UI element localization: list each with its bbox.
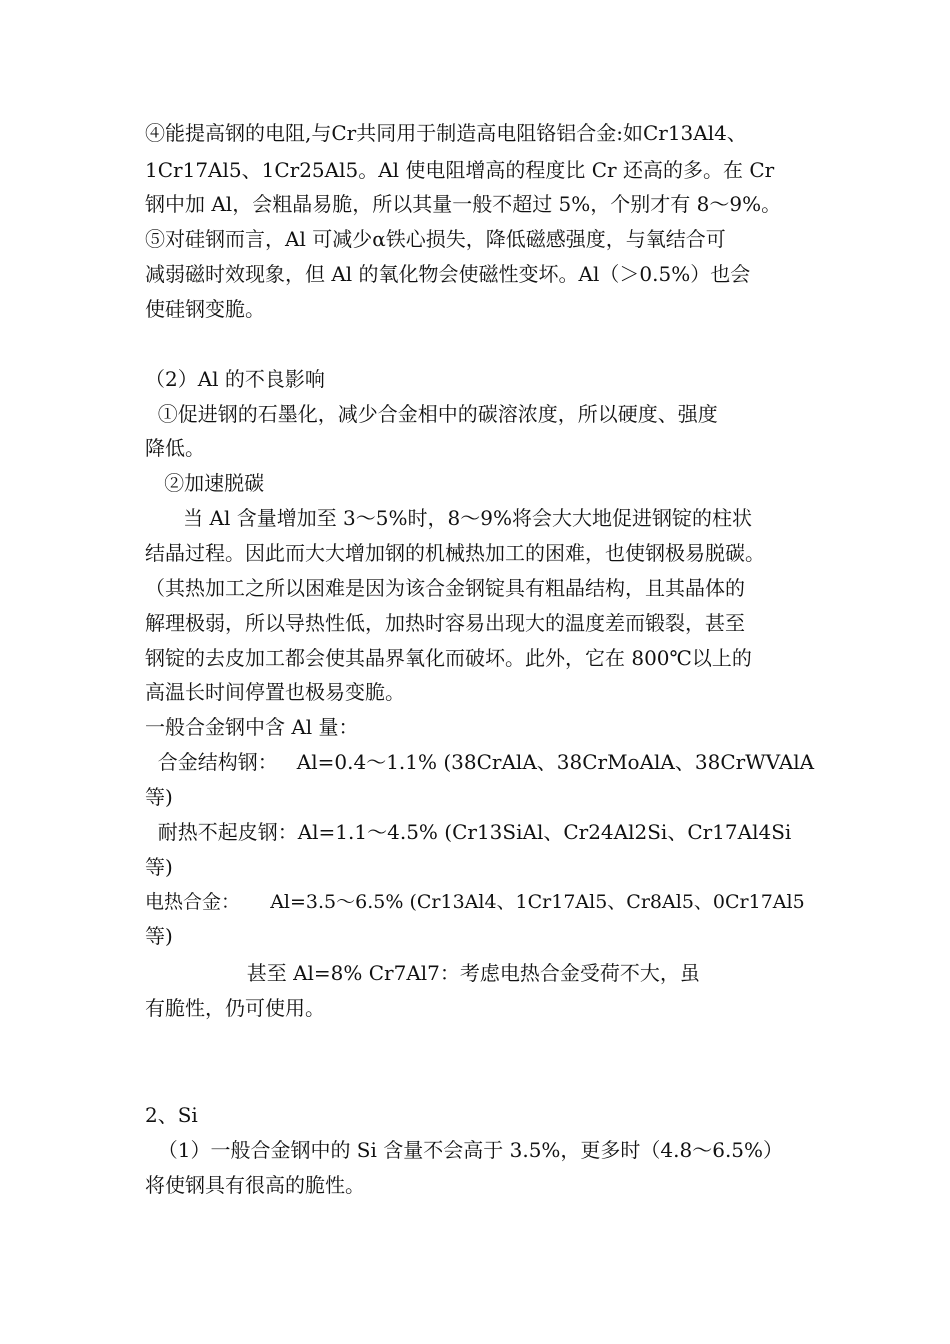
text-line: 减弱磁时效现象，但 Al 的氧化物会使磁性变坏。Al（＞0.5%）也会 xyxy=(145,262,751,286)
section-heading: （2）Al 的不良影响 xyxy=(145,367,325,391)
text-line: （1）一般合金钢中的 Si 含量不会高于 3.5%，更多时（4.8～6.5%） xyxy=(145,1138,784,1162)
text-line: 高温长时间停置也极易变脆。 xyxy=(145,680,405,704)
text-line: （其热加工之所以困难是因为该合金钢锭具有粗晶结构，且其晶体的 xyxy=(145,576,745,600)
text-line: 耐热不起皮钢：Al=1.1～4.5% (Cr13SiAl、Cr24Al2Si、Cr17Al4Si xyxy=(145,820,792,844)
text-line: 当 Al 含量增加至 3～5%时，8～9%将会大大地促进钢锭的柱状 xyxy=(145,506,752,530)
text-line: 结晶过程。因此而大大增加钢的机械热加工的困难，也使钢极易脱碳。 xyxy=(145,541,765,565)
text-line: 降低。 xyxy=(145,436,205,460)
text-line: 有脆性，仍可使用。 xyxy=(145,996,325,1020)
text-line: 一般合金钢中含 Al 量： xyxy=(145,715,359,739)
text-line: 解理极弱，所以导热性低，加热时容易出现大的温度差而锻裂，甚至 xyxy=(145,611,745,635)
text-line: 合金结构钢： Al=0.4～1.1% (38CrAlA、38CrMoAlA、38CrWVAlA xyxy=(145,750,815,774)
text-line: ①促进钢的石墨化，减少合金相中的碳溶浓度，所以硬度、强度 xyxy=(145,402,718,426)
text-line: ⑤对硅钢而言，Al 可减少α铁心损失，降低磁感强度，与氧结合可 xyxy=(145,227,726,251)
text-line: 将使钢具有很高的脆性。 xyxy=(145,1173,365,1197)
text-line: 等) xyxy=(145,924,173,948)
text-line: 使硅钢变脆。 xyxy=(145,297,265,321)
text-line: ④能提高钢的电阻,与Cr共同用于制造高电阻铬铝合金:如Cr13Al4、 xyxy=(145,121,747,145)
text-line: 钢中加 Al，会粗晶易脆，所以其量一般不超过 5%，个别才有 8～9%。 xyxy=(145,192,782,216)
text-line: 甚至 Al=8% Cr7Al7：考虑电热合金受荷不大，虽 xyxy=(145,961,700,985)
text-line: 等) xyxy=(145,785,173,809)
text-line: 钢锭的去皮加工都会使其晶界氧化而破坏。此外，它在 800℃以上的 xyxy=(145,646,752,670)
text-line: ②加速脱碳 xyxy=(145,471,265,495)
section-heading: 2、Si xyxy=(145,1103,198,1127)
text-line: 电热合金： Al=3.5～6.5% (Cr13Al4、1Cr17Al5、Cr8Al5、0Cr17Al5 xyxy=(145,891,805,913)
text-line: 1Cr17Al5、1Cr25Al5。Al 使电阻增高的程度比 Cr 还高的多。在 Cr xyxy=(145,158,775,182)
text-line: 等) xyxy=(145,855,173,879)
